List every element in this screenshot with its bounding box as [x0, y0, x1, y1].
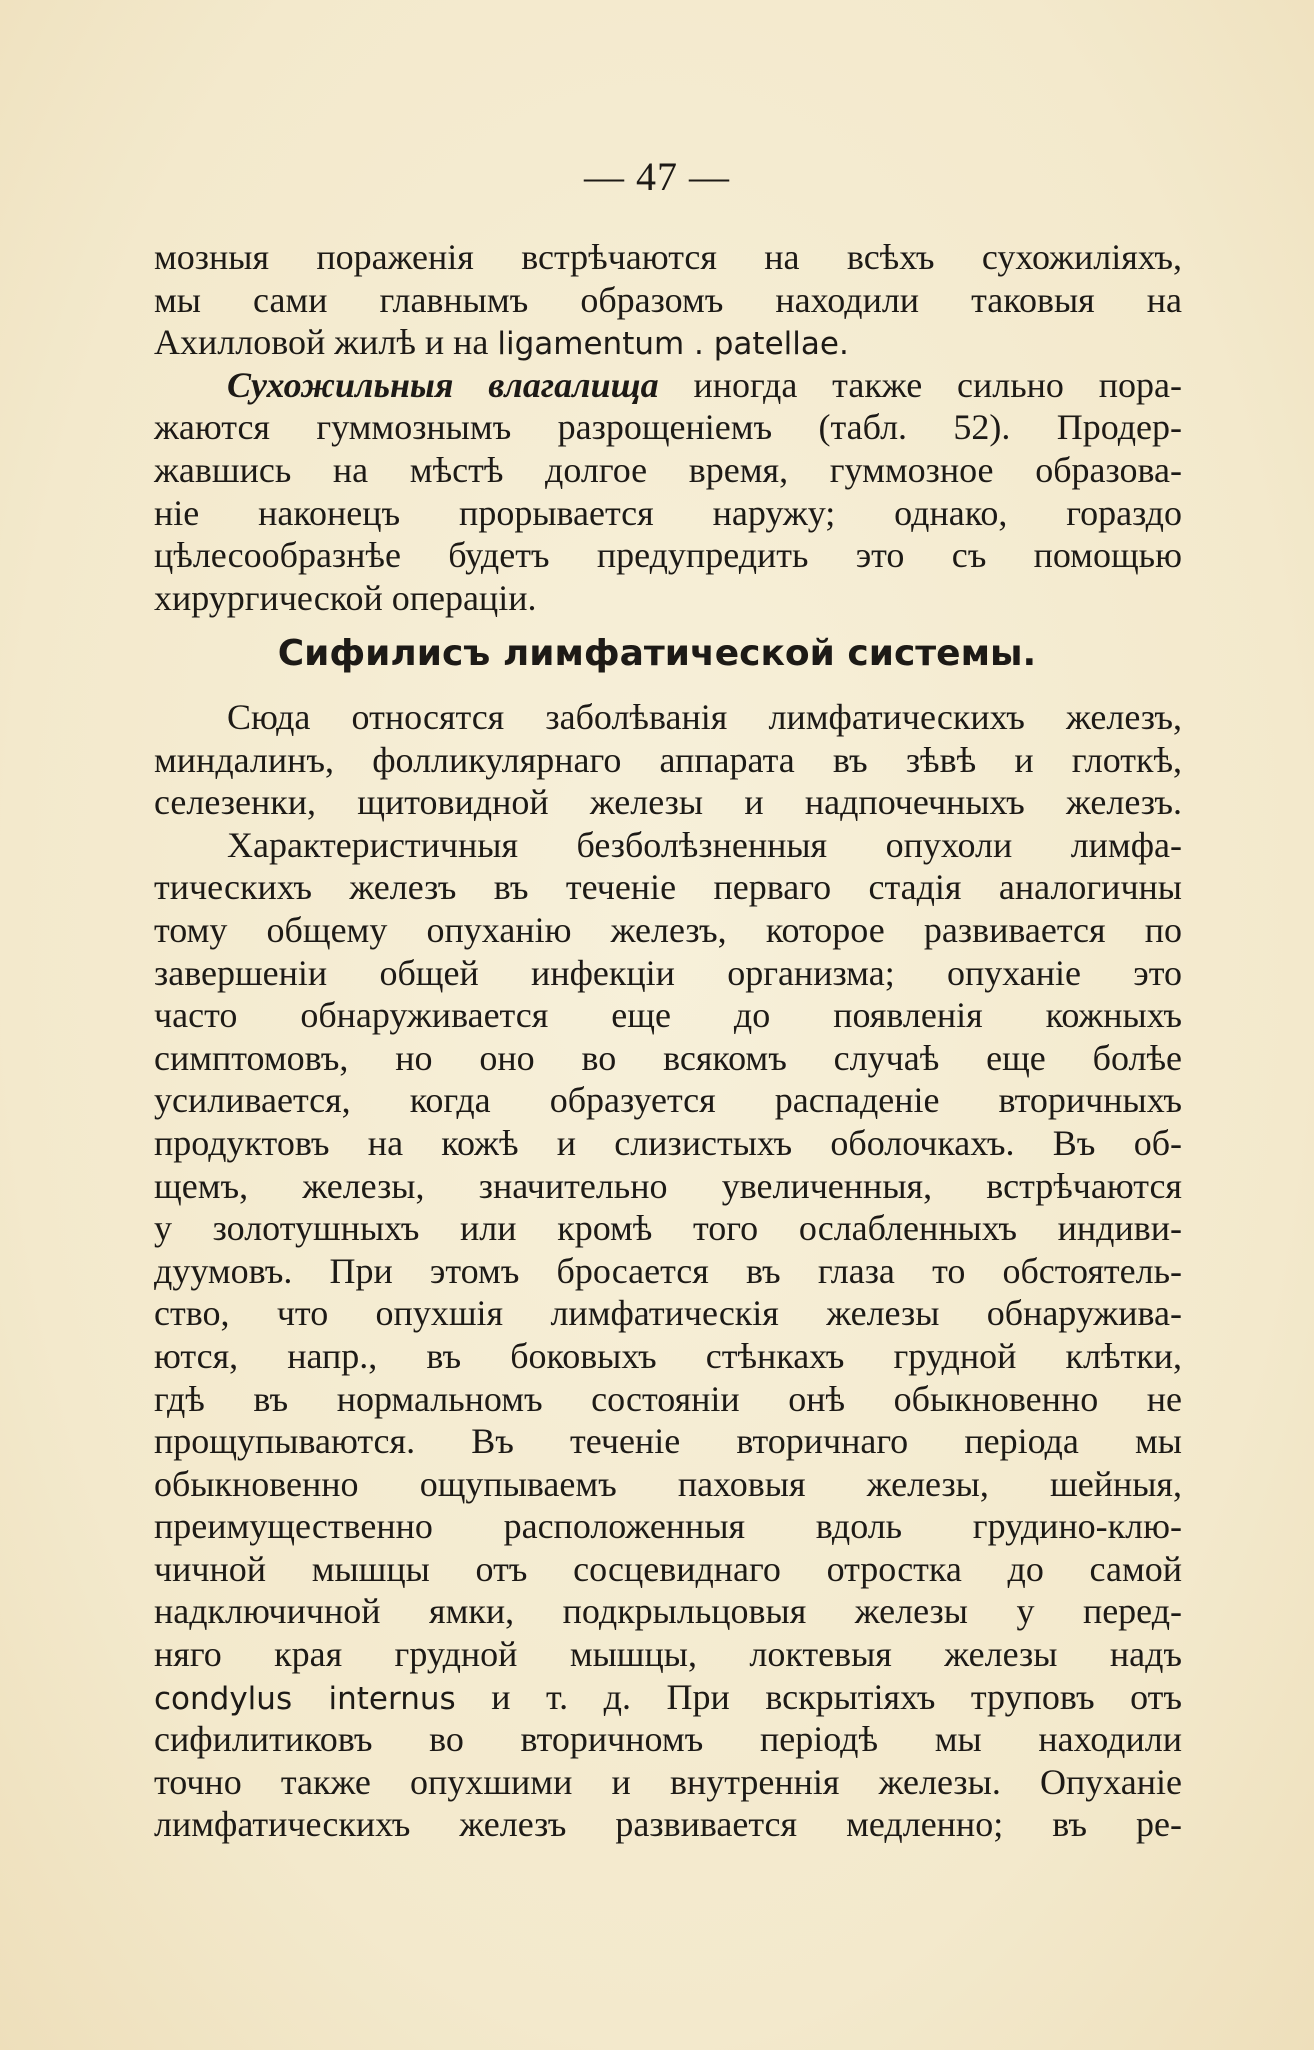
- page-number: — 47 —: [584, 154, 730, 199]
- text-line: завершеніи общей инфекціи организма; опуханіе это: [154, 952, 1182, 993]
- latin-term: ligamentum . patellae.: [497, 326, 849, 363]
- text-line: ются, напр., въ боковыхъ стѣнкахъ грудной клѣтки,: [154, 1335, 1182, 1376]
- text-line: жаются гуммознымъ разрощеніемъ (табл. 52). Продер-: [154, 407, 1182, 448]
- latin-term: condylus internus: [154, 1680, 456, 1717]
- text-line: часто обнаруживается еще до появленія кожныхъ: [154, 995, 1182, 1036]
- text-line: Сюда относятся заболѣванія лимфатическихъ железъ,: [227, 697, 1182, 737]
- text-line: цѣлесообразнѣе будетъ предупредить это съ помощью: [154, 535, 1182, 576]
- text-line: обыкновенно ощупываемъ паховыя железы, шейныя,: [154, 1463, 1182, 1504]
- text-line: дуумовъ. При этомъ бросается въ глаза то обстоятель-: [154, 1250, 1182, 1291]
- text-line: ство, что опухшія лимфатическія железы обнаружива-: [154, 1293, 1182, 1334]
- text-line: мы сами главнымъ образомъ находили таковыя на: [154, 279, 1182, 320]
- text-line: миндалинъ, фолликулярнаго аппарата въ зѣвѣ и глоткѣ,: [154, 739, 1182, 780]
- text-line: гдѣ въ нормальномъ состояніи онѣ обыкновенно не: [154, 1378, 1182, 1419]
- text-line: симптомовъ, но оно во всякомъ случаѣ еще болѣе: [154, 1037, 1182, 1078]
- text-line: [154, 364, 1182, 407]
- text-line: Характеристичныя безболѣзненныя опухоли лимфа-: [227, 824, 1182, 865]
- text-line: тому общему опуханію железъ, которое развивается по: [154, 909, 1182, 950]
- text-line: прощупываются. Въ теченіе вторичнаго періода мы: [154, 1421, 1182, 1462]
- text-line: щемъ, железы, значительно увеличенныя, встрѣчаются: [154, 1165, 1182, 1206]
- text-line: сифилитиковъ во вторичномъ періодѣ мы находили: [154, 1719, 1182, 1760]
- text-segment: иногда также сильно пора-: [693, 364, 1183, 405]
- emphasized-term: Сухожильныя влагалища: [227, 364, 659, 405]
- text-line: надключичной ямки, подкрыльцовыя железы у перед-: [154, 1591, 1182, 1632]
- text-line: точно также опухшими и внутреннія железы. Опуханіе: [154, 1761, 1182, 1802]
- text-line: [154, 1676, 1182, 1719]
- paragraph-block-lymphatic: [154, 696, 1182, 1846]
- text-line: хирургической операціи.: [154, 577, 537, 618]
- text-line: чичной мышцы отъ сосцевиднаго отростка до самой: [154, 1548, 1182, 1589]
- text-line: продуктовъ на кожѣ и слизистыхъ оболочкахъ. Въ об-: [154, 1122, 1182, 1163]
- text-line: у золотушныхъ или кромѣ того ослабленныхъ индиви-: [154, 1208, 1182, 1249]
- text-line: тическихъ железъ въ теченіе перваго стадія аналогичны: [154, 867, 1182, 908]
- text-line: преимущественно расположенныя вдоль грудино-клю-: [154, 1506, 1182, 1547]
- section-heading: Сифилисъ лимфатической системы.: [277, 633, 1037, 674]
- text-line: няго края грудной мышцы, локтевыя железы надъ: [154, 1634, 1182, 1675]
- text-line: жавшись на мѣстѣ долгое время, гуммозное образова-: [154, 449, 1182, 490]
- text-line: [154, 321, 1182, 364]
- text-line: усиливается, когда образуется распаденіе вторичныхъ: [154, 1080, 1182, 1121]
- text-segment: и т. д. При вскрытіяхъ труповъ отъ: [491, 1676, 1182, 1717]
- text-line: селезенки, щитовидной железы и надпочечныхъ железъ.: [154, 782, 1182, 823]
- text-line: мозныя пораженія встрѣчаются на всѣхъ сухожиліяхъ,: [154, 237, 1182, 277]
- text-line: лимфатическихъ железъ развивается медленно; въ ре-: [154, 1804, 1182, 1845]
- text-line: ніе наконецъ прорывается наружу; однако, гораздо: [154, 492, 1182, 533]
- text-segment: Ахилловой жилѣ и на: [154, 322, 489, 363]
- paragraph-block-tendons: [154, 236, 1182, 619]
